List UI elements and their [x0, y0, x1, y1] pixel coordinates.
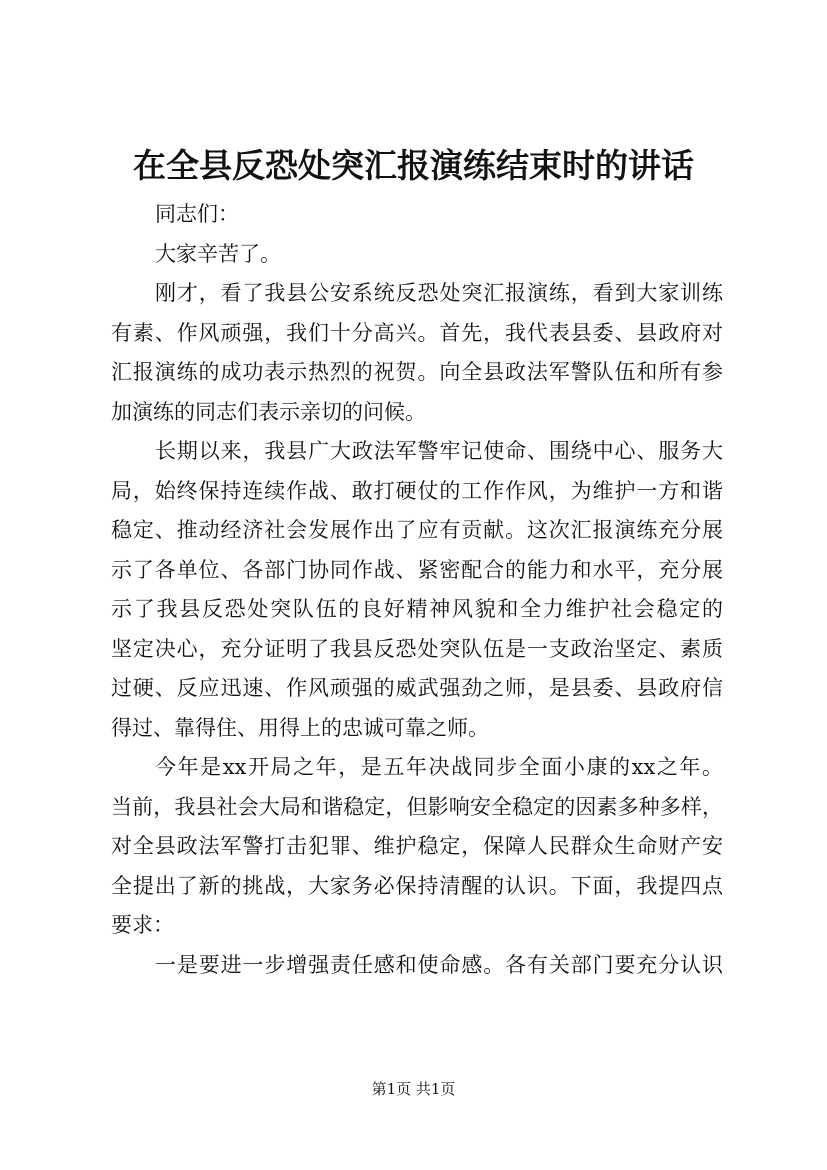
body-line: 示了各单位、各部门协同作战、紧密配合的能力和水平，充分展	[111, 557, 723, 582]
body-line: 对全县政法军警打击犯罪、维护稳定，保障人民群众生命财产安	[111, 834, 723, 858]
document-title: 在全县反恐处突汇报演练结束时的讲话	[133, 146, 694, 185]
body-line: 今年是xx开局之年，是五年决战同步全面小康的xx之年。	[155, 755, 723, 779]
body-line: 当前，我县社会大局和谐稳定，但影响安全稳定的因素多种多样，	[111, 794, 723, 819]
body-line: 得过、靠得住、用得上的忠诚可靠之师。	[111, 715, 489, 740]
body-line: 刚才，看了我县公安系统反恐处突汇报演练，看到大家训练	[155, 281, 723, 305]
body-line: 示了我县反恐处突队伍的良好精神风貌和全力维护社会稳定的	[111, 597, 723, 621]
body-line: 坚定决心，充分证明了我县反恐处突队伍是一支政治坚定、素质	[111, 636, 723, 661]
body-line: 全提出了新的挑战，大家务必保持清醒的认识。下面，我提四点	[111, 873, 723, 898]
body-line: 同志们：	[155, 202, 239, 226]
body-line: 有素、作风顽强，我们十分高兴。首先，我代表县委、县政府对	[111, 320, 723, 345]
body-line: 长期以来，我县广大政法军警牢记使命、围绕中心、服务大	[155, 439, 723, 463]
page-number-footer: 第1页 共1页	[371, 1080, 456, 1098]
body-line: 要求：	[111, 913, 174, 937]
body-line: 一是要进一步增强责任感和使命感。各有关部门要充分认识	[155, 952, 723, 977]
body-line: 大家辛苦了。	[155, 241, 281, 266]
body-line: 加演练的同志们表示亲切的问候。	[111, 399, 426, 424]
body-line: 汇报演练的成功表示热烈的祝贺。向全县政法军警队伍和所有参	[111, 360, 723, 384]
body-line: 局，始终保持连续作战、敢打硬仗的工作作风，为维护一方和谐	[111, 478, 723, 503]
body-line: 过硬、反应迅速、作风顽强的威武强劲之师，是县委、县政府信	[111, 676, 723, 700]
body-line: 稳定、推动经济社会发展作出了应有贡献。这次汇报演练充分展	[111, 518, 723, 542]
document-body	[111, 195, 723, 985]
